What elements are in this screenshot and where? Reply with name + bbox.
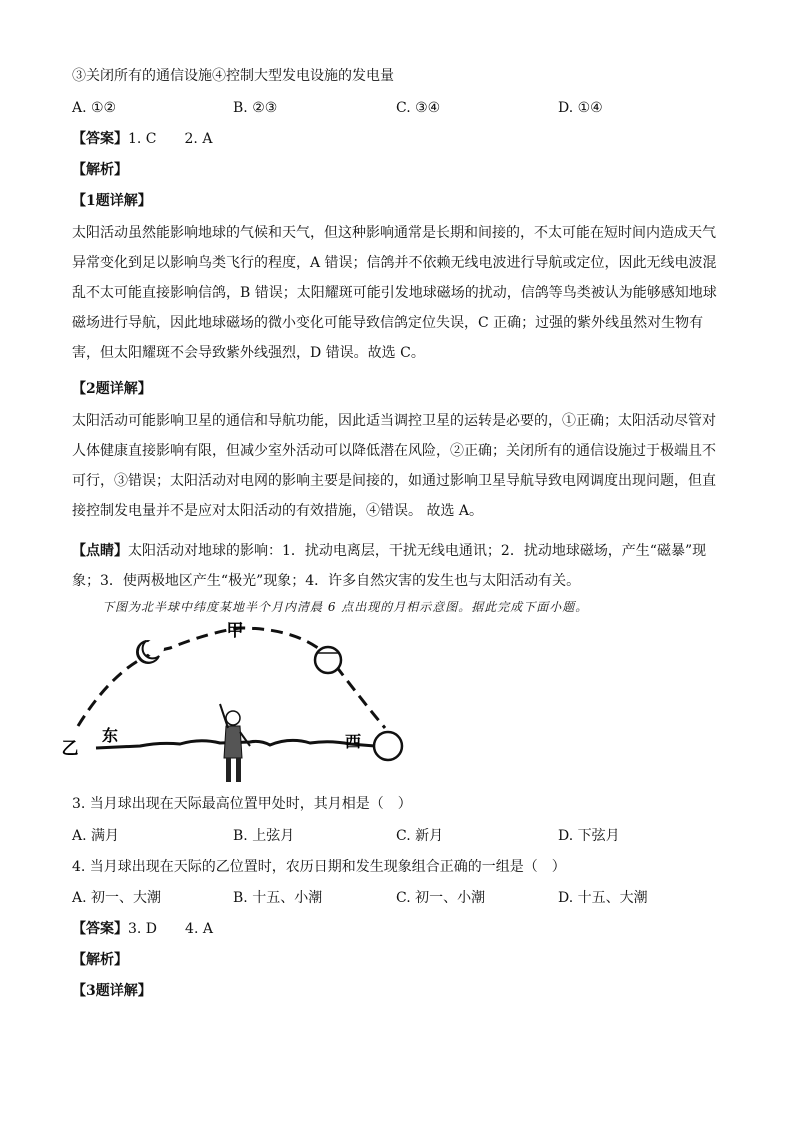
detail-2-line: 太阳活动可能影响卫星的通信和导航功能，因此适当调控卫星的运转是必要的，①正确；太阳活动尽管对 xyxy=(72,413,716,429)
figure-intro: 下图为北半球中纬度某地半个月内清晨 6 点出现的月相示意图。据此完成下面小题。 xyxy=(102,600,589,614)
label-jia: 甲 xyxy=(226,621,244,641)
label-yi: 乙 xyxy=(61,739,79,759)
answer-label: 【答案】 xyxy=(72,921,128,937)
tips-label: 【点睛】 xyxy=(72,543,128,559)
q4-option-a: A. 初一、大潮 xyxy=(72,890,162,906)
moon-phase-figure xyxy=(60,618,420,790)
answer-text: 3. D 4. A xyxy=(128,921,213,937)
detail-2-line: 人体健康直接影响有限，但减少室外活动可以降低潜在风险，②正确；关闭所有的通信设施过于极端且不 xyxy=(72,443,716,459)
full-moon-west-icon xyxy=(374,732,402,760)
detail-2-line: 接控制发电量并不是应对太阳活动的有效措施，④错误。 故选 A。 xyxy=(72,503,484,519)
detail-2-paragraph xyxy=(72,406,724,526)
q3-option-b: B. 上弦月 xyxy=(233,828,295,844)
question-4: 4. 当月球出现在天际的乙位置时，农历日期和发生现象组合正确的一组是（ ） xyxy=(72,859,566,875)
q2-option-b: B. ②③ xyxy=(233,100,278,116)
q2-statement-tail: ③关闭所有的通信设施④控制大型发电设施的发电量 xyxy=(72,68,394,84)
detail-3-heading: 【3题详解】 xyxy=(72,983,152,999)
detail-1-line: 太阳活动虽然能影响地球的气候和天气，但这种影响通常是长期和间接的，不太可能在短时间内造成天气 xyxy=(72,225,716,241)
answer-line-2 xyxy=(72,919,722,939)
tips-text: 太阳活动对地球的影响：1．扰动电离层，干扰无线电通讯；2．扰动地球磁场，产生“磁暴”现 xyxy=(128,543,707,559)
detail-1-heading: 【1题详解】 xyxy=(72,193,152,209)
detail-2-heading: 【2题详解】 xyxy=(72,381,152,397)
detail-1-line: 乱不太可能直接影响信鸽，B 错误；太阳耀斑可能引发地球磁场的扰动，信鸽等鸟类被认为能够感知地球 xyxy=(72,285,717,301)
q4-option-c: C. 初一、小潮 xyxy=(396,890,486,906)
answer-label: 【答案】 xyxy=(72,131,128,147)
label-dong: 东 xyxy=(101,726,119,745)
q3-option-c: C. 新月 xyxy=(396,828,444,844)
label-xi: 西 xyxy=(344,732,362,751)
answer-line-1 xyxy=(72,129,722,149)
detail-1-line: 异常变化到足以影响鸟类飞行的程度，A 错误；信鸽并不依赖无线电波进行导航或定位，因此无线电波混 xyxy=(72,255,717,271)
q4-option-d: D. 十五、大潮 xyxy=(558,890,648,906)
question-3: 3. 当月球出现在天际最高位置甲处时，其月相是（ ） xyxy=(72,796,412,812)
detail-1-line: 磁场进行导航，因此地球磁场的微小变化可能导致信鸽定位失误，C 正确；过强的紫外线虽然对生物有 xyxy=(72,315,704,331)
detail-2-line: 可行，③错误；太阳活动对电网的影响主要是间接的，如通过影响卫星导航导致电网调度出现问题，但直 xyxy=(72,473,716,489)
answer-text: 1. C 2. A xyxy=(128,131,213,147)
detail-1-paragraph xyxy=(72,218,724,368)
crescent-moon-icon xyxy=(137,639,164,663)
analysis-heading-1: 【解析】 xyxy=(72,162,128,178)
analysis-heading-2: 【解析】 xyxy=(72,952,128,968)
q3-option-d: D. 下弦月 xyxy=(558,828,620,844)
q2-option-a: A. ①② xyxy=(72,100,117,116)
q2-option-c: C. ③④ xyxy=(396,100,441,116)
q2-option-d: D. ①④ xyxy=(558,100,603,116)
q4-option-b: B. 十五、小潮 xyxy=(233,890,323,906)
tips-line: 象；3．使两极地区产生“极光”现象；4．许多自然灾害的发生也与太阳活动有关。 xyxy=(72,573,581,589)
detail-1-line: 害，但太阳耀斑不会导致紫外线强烈，D 错误。故选 C。 xyxy=(72,345,425,361)
tips-paragraph xyxy=(72,536,724,596)
full-moon-upper-icon xyxy=(315,647,341,673)
q3-option-a: A. 满月 xyxy=(72,828,120,844)
tips-line xyxy=(72,536,724,566)
